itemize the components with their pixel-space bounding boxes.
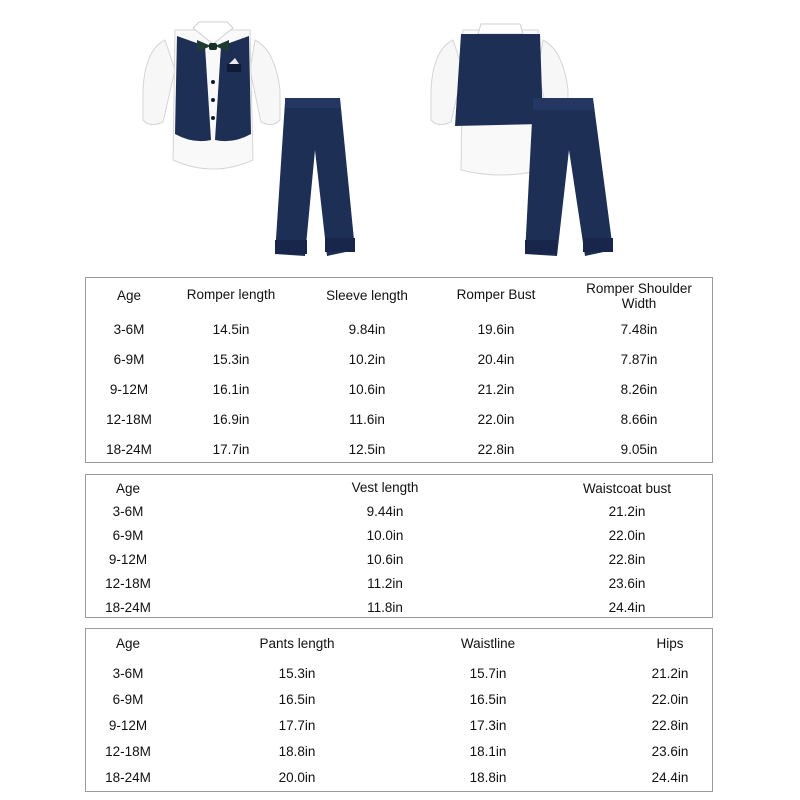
vest-header-age: Age	[115, 481, 141, 496]
pants-size-table	[85, 628, 713, 792]
sleeve-length-cell: 9.84in	[348, 322, 386, 337]
waistline-cell: 17.3in	[469, 718, 507, 733]
vest-size-table	[85, 474, 713, 618]
romper-header-romper-bust: Romper Bust	[456, 287, 536, 302]
romper-header-sleeve-length: Sleeve length	[326, 288, 408, 303]
hips-cell: 21.2in	[651, 666, 689, 681]
waistcoat-bust-cell: 23.6in	[608, 576, 646, 591]
age-cell: 6-9M	[112, 692, 144, 707]
age-cell: 12-18M	[106, 412, 152, 427]
romper-bust-cell: 22.0in	[477, 412, 515, 427]
sleeve-length-cell: 10.6in	[348, 382, 386, 397]
age-cell: 12-18M	[105, 744, 151, 759]
romper-bust-cell: 22.8in	[477, 442, 515, 457]
age-cell: 3-6M	[112, 504, 144, 519]
pants-length-cell: 20.0in	[278, 770, 316, 785]
romper-length-cell: 16.1in	[212, 382, 250, 397]
waistline-cell: 16.5in	[469, 692, 507, 707]
shoulder-width-cell: 8.66in	[620, 412, 658, 427]
romper-bust-cell: 19.6in	[477, 322, 515, 337]
pants-header-waistline: Waistline	[460, 636, 516, 651]
romper-bust-cell: 20.4in	[477, 352, 515, 367]
waistcoat-bust-cell: 21.2in	[608, 504, 646, 519]
romper-size-table	[85, 277, 713, 463]
waistline-cell: 18.1in	[469, 744, 507, 759]
vest-length-cell: 9.44in	[366, 504, 404, 519]
sleeve-length-cell: 12.5in	[348, 442, 386, 457]
age-cell: 18-24M	[106, 442, 152, 457]
age-cell: 9-12M	[108, 552, 148, 567]
pants-header-hips: Hips	[656, 636, 684, 651]
age-cell: 3-6M	[113, 322, 145, 337]
waistcoat-bust-cell: 22.8in	[608, 552, 646, 567]
outfit-front-view	[135, 10, 365, 265]
age-cell: 12-18M	[105, 576, 151, 591]
shoulder-width-cell: 7.48in	[620, 322, 658, 337]
vest-header-waistcoat-bust: Waistcoat bust	[582, 481, 672, 496]
sleeve-length-cell: 10.2in	[348, 352, 386, 367]
vest-length-cell: 10.6in	[366, 552, 404, 567]
romper-length-cell: 16.9in	[212, 412, 250, 427]
vest-header-vest-length: Vest length	[351, 480, 419, 495]
romper-header-shoulder-width: Romper Shoulder Width	[586, 281, 692, 311]
shoulder-width-cell: 8.26in	[620, 382, 658, 397]
vest-length-cell: 10.0in	[366, 528, 404, 543]
vest-length-cell: 11.8in	[367, 600, 403, 615]
shoulder-width-cell: 9.05in	[620, 442, 658, 457]
age-cell: 18-24M	[105, 770, 151, 785]
waistline-cell: 18.8in	[469, 770, 507, 785]
waistcoat-bust-cell: 22.0in	[608, 528, 646, 543]
pants-length-cell: 16.5in	[278, 692, 316, 707]
romper-length-cell: 15.3in	[212, 352, 250, 367]
waistcoat-bust-cell: 24.4in	[608, 600, 646, 615]
hips-cell: 22.0in	[651, 692, 689, 707]
hips-cell: 24.4in	[651, 770, 689, 785]
romper-header-age: Age	[116, 288, 142, 303]
hips-cell: 22.8in	[651, 718, 689, 733]
pants-length-cell: 17.7in	[278, 718, 316, 733]
romper-length-cell: 17.7in	[212, 442, 250, 457]
romper-length-cell: 14.5in	[212, 322, 250, 337]
age-cell: 3-6M	[112, 666, 144, 681]
outfit-back-view	[425, 10, 655, 265]
vest-length-cell: 11.2in	[367, 576, 403, 591]
age-cell: 18-24M	[105, 600, 151, 615]
hips-cell: 23.6in	[651, 744, 689, 759]
shoulder-width-cell: 7.87in	[620, 352, 658, 367]
sleeve-length-cell: 11.6in	[349, 412, 385, 427]
pants-length-cell: 18.8in	[278, 744, 316, 759]
romper-bust-cell: 21.2in	[477, 382, 515, 397]
pants-header-pants-length: Pants length	[259, 636, 335, 651]
pants-length-cell: 15.3in	[278, 666, 316, 681]
pants-header-age: Age	[115, 636, 141, 651]
age-cell: 9-12M	[109, 382, 149, 397]
age-cell: 6-9M	[112, 528, 144, 543]
waistline-cell: 15.7in	[469, 666, 507, 681]
age-cell: 6-9M	[113, 352, 145, 367]
age-cell: 9-12M	[108, 718, 148, 733]
romper-header-romper-length: Romper length	[186, 287, 276, 302]
